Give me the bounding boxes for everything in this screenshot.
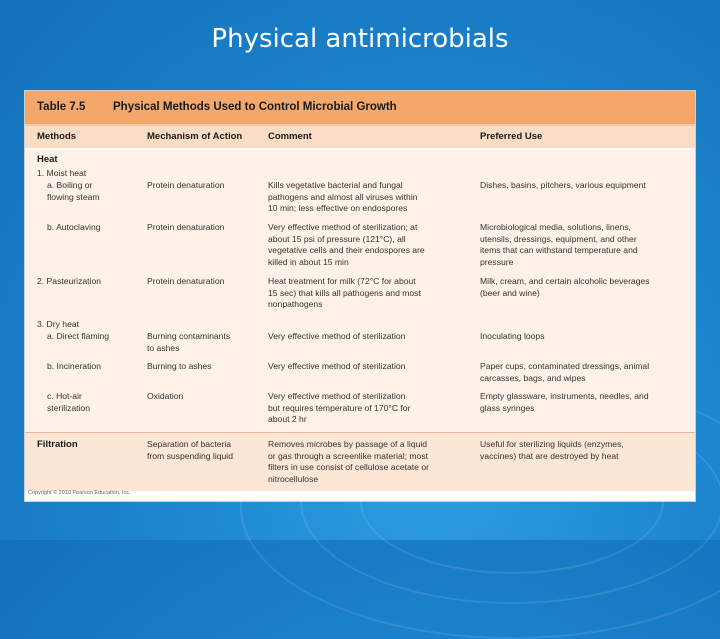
slide-title: Physical antimicrobials — [211, 24, 509, 54]
method-cell: Filtration — [37, 439, 78, 450]
table-header-row — [25, 126, 695, 148]
method-cell: b. Incineration — [47, 361, 101, 371]
method-cell: 2. Pasteurization — [37, 276, 102, 286]
header-mechanism: Mechanism of Action — [147, 131, 243, 142]
table-body — [25, 150, 695, 432]
mechanism-cell: Oxidation — [147, 391, 184, 401]
table-number: Table 7.5 — [37, 101, 86, 113]
copyright-notice: Copyright © 2010 Pearson Education, Inc. — [28, 490, 131, 496]
methods-table — [24, 90, 696, 502]
group-label-moist-heat: 1. Moist heat — [37, 168, 87, 178]
table-row — [25, 432, 695, 491]
preferred-use-cell: Dishes, basins, pitchers, various equipment — [480, 180, 646, 190]
comment-cell: Heat treatment for milk (72°C for about 15 sec) that kills all pathogens and most nonpathogens — [268, 276, 421, 310]
comment-cell: Kills vegetative bacterial and fungal pathogens and almost all viruses within 10 min; less effective on endospores — [268, 180, 418, 214]
header-preferred-use: Preferred Use — [480, 131, 543, 142]
comment-cell: Very effective method of sterilization — [268, 331, 406, 341]
mechanism-cell: Separation of bacteria from suspending liquid — [147, 439, 233, 461]
mechanism-cell: Protein denaturation — [147, 222, 225, 232]
method-cell: b. Autoclaving — [47, 222, 101, 232]
header-comment: Comment — [268, 131, 312, 142]
method-cell: c. Hot-air sterilization — [47, 391, 90, 413]
group-label-dry-heat: 3. Dry heat — [37, 319, 80, 329]
table-caption: Physical Methods Used to Control Microbial Growth — [113, 101, 397, 113]
method-cell: a. Boiling or flowing steam — [47, 180, 100, 202]
preferred-use-cell: Useful for sterilizing liquids (enzymes, vaccines) that are destroyed by heat — [480, 439, 624, 461]
preferred-use-cell: Paper cups, contaminated dressings, animal carcasses, bags, and wipes — [480, 361, 650, 383]
mechanism-cell: Burning contaminants to ashes — [147, 331, 231, 353]
comment-cell: Very effective method of sterilization; at about 15 psi of pressure (121°C), all vegetative cells and their endospores are killed in about 15 min — [268, 222, 425, 267]
preferred-use-cell: Milk, cream, and certain alcoholic beverages (beer and wine) — [480, 276, 650, 298]
group-label-heat: Heat — [37, 154, 58, 165]
header-methods: Methods — [37, 131, 77, 142]
preferred-use-cell: Empty glassware, instruments, needles, and glass syringes — [480, 391, 649, 413]
preferred-use-cell: Microbiological media, solutions, linens, utensils, dressings, equipment, and other items that can withstand temperature and pressure — [480, 222, 638, 267]
comment-cell: Very effective method of sterilization but requires temperature of 170°C for about 2 hr — [268, 391, 411, 425]
comment-cell: Removes microbes by passage of a liquid or gas through a screenlike material; most filters in use consist of cellulose acetate or nitrocellulose — [268, 439, 429, 484]
method-cell: a. Direct flaming — [47, 331, 110, 341]
preferred-use-cell: Inoculating loops — [480, 331, 545, 341]
mechanism-cell: Protein denaturation — [147, 276, 225, 286]
table-caption-bar — [25, 91, 695, 126]
comment-cell: Very effective method of sterilization — [268, 361, 406, 371]
mechanism-cell: Protein denaturation — [147, 180, 225, 190]
mechanism-cell: Burning to ashes — [147, 361, 212, 371]
